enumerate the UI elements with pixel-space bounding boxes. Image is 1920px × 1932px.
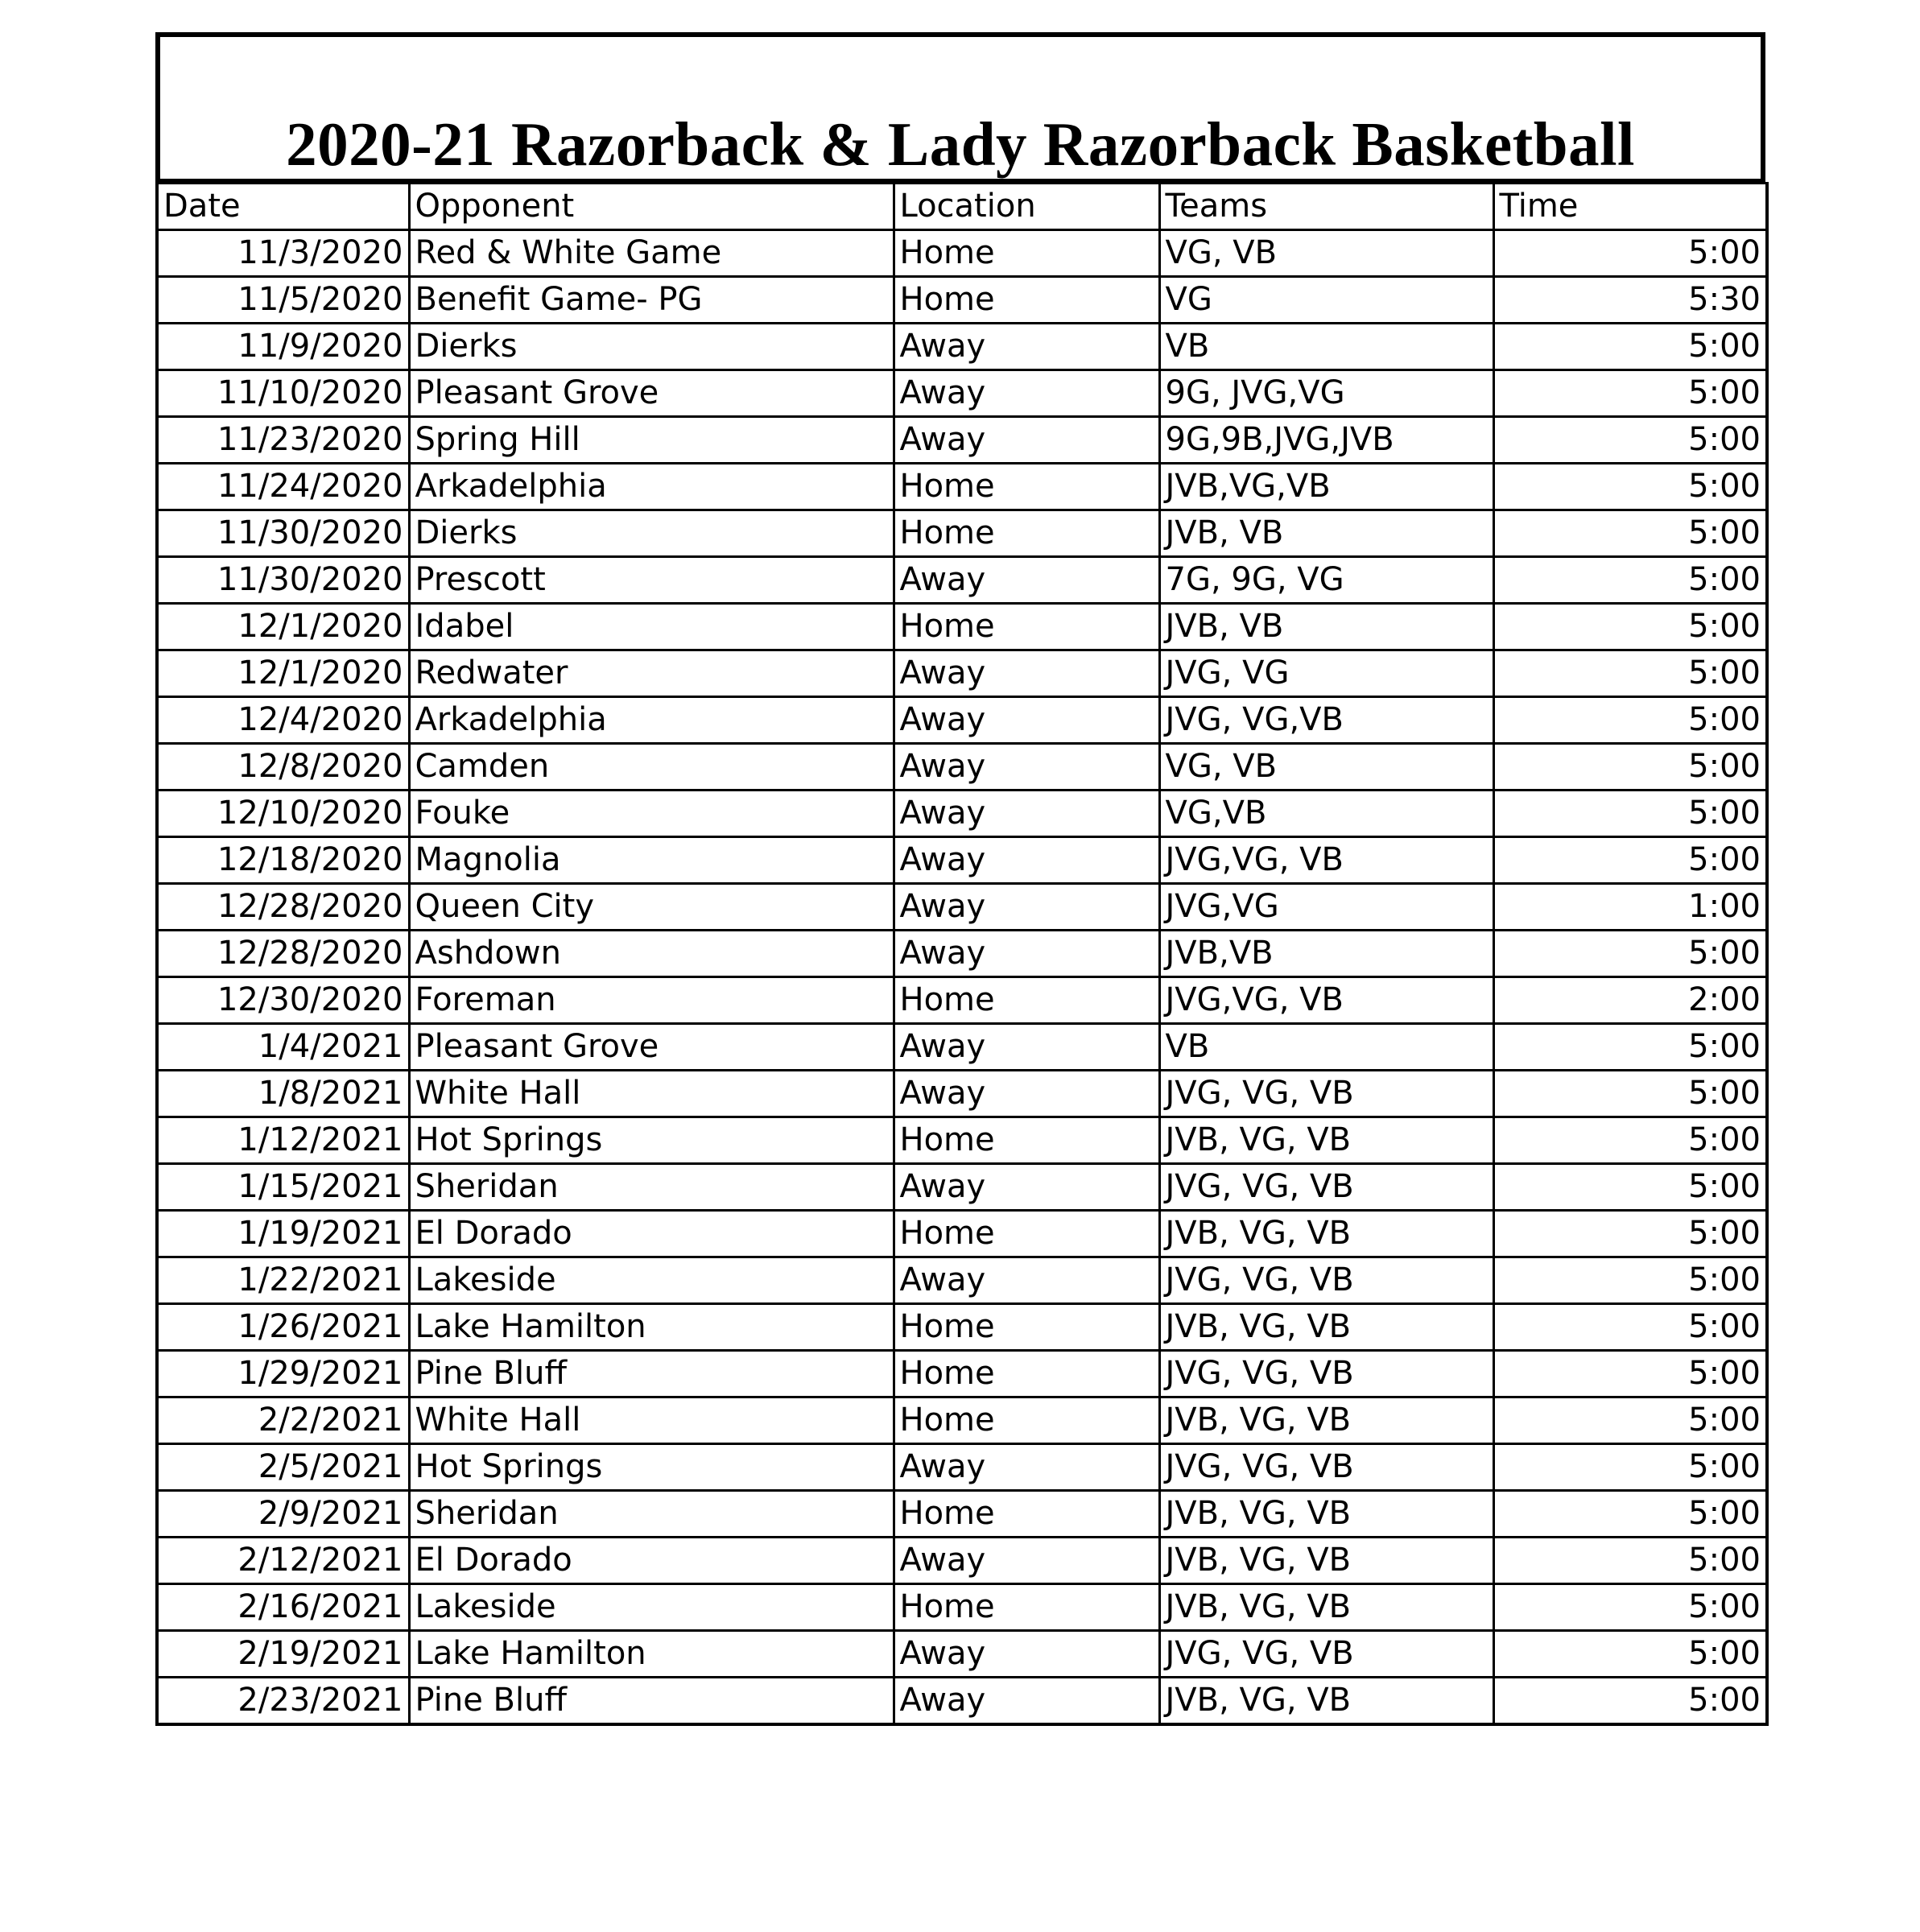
header-teams: Teams	[1159, 184, 1493, 230]
schedule-body	[157, 230, 1767, 1725]
table-row	[157, 1257, 1767, 1304]
cell-teams: JVB, VG, VB	[1159, 1117, 1493, 1164]
table-row	[157, 884, 1767, 931]
cell-location: Home	[894, 1491, 1159, 1538]
cell-date: 2/23/2021	[157, 1678, 409, 1725]
cell-teams: JVG, VG, VB	[1159, 1071, 1493, 1117]
cell-teams: JVG,VG, VB	[1159, 837, 1493, 884]
table-row	[157, 1491, 1767, 1538]
cell-opponent: Fouke	[409, 791, 894, 837]
cell-teams: VG, VB	[1159, 230, 1493, 277]
cell-opponent: Lakeside	[409, 1257, 894, 1304]
cell-date: 12/28/2020	[157, 931, 409, 977]
cell-opponent: Dierks	[409, 510, 894, 557]
cell-date: 12/10/2020	[157, 791, 409, 837]
table-row	[157, 1397, 1767, 1444]
cell-opponent: Foreman	[409, 977, 894, 1024]
table-row	[157, 1631, 1767, 1678]
cell-teams: JVG,VG, VB	[1159, 977, 1493, 1024]
cell-opponent: Sheridan	[409, 1164, 894, 1211]
cell-opponent: Pine Bluff	[409, 1351, 894, 1397]
cell-teams: JVB, VG, VB	[1159, 1397, 1493, 1444]
cell-time: 5:00	[1493, 791, 1767, 837]
cell-location: Home	[894, 230, 1159, 277]
cell-location: Away	[894, 884, 1159, 931]
cell-time: 5:00	[1493, 1631, 1767, 1678]
header-row	[157, 184, 1767, 230]
title-box	[155, 32, 1765, 182]
table-row	[157, 324, 1767, 370]
cell-date: 11/23/2020	[157, 417, 409, 464]
cell-teams: JVB,VB	[1159, 931, 1493, 977]
cell-location: Away	[894, 557, 1159, 604]
cell-opponent: Queen City	[409, 884, 894, 931]
cell-location: Away	[894, 1257, 1159, 1304]
table-row	[157, 370, 1767, 417]
cell-time: 5:00	[1493, 370, 1767, 417]
cell-teams: JVG, VG, VB	[1159, 1351, 1493, 1397]
cell-teams: VG,VB	[1159, 791, 1493, 837]
cell-date: 11/30/2020	[157, 510, 409, 557]
cell-opponent: Sheridan	[409, 1491, 894, 1538]
cell-date: 12/30/2020	[157, 977, 409, 1024]
table-row	[157, 557, 1767, 604]
cell-location: Away	[894, 1631, 1159, 1678]
cell-time: 5:00	[1493, 1351, 1767, 1397]
cell-opponent: Pleasant Grove	[409, 1024, 894, 1071]
table-row	[157, 744, 1767, 791]
cell-location: Home	[894, 1351, 1159, 1397]
cell-location: Away	[894, 417, 1159, 464]
cell-teams: JVG, VG, VB	[1159, 1257, 1493, 1304]
cell-date: 1/4/2021	[157, 1024, 409, 1071]
cell-time: 5:00	[1493, 697, 1767, 744]
cell-date: 2/9/2021	[157, 1491, 409, 1538]
cell-date: 2/12/2021	[157, 1538, 409, 1584]
cell-opponent: El Dorado	[409, 1211, 894, 1257]
cell-teams: JVG, VG,VB	[1159, 697, 1493, 744]
cell-time: 5:00	[1493, 1304, 1767, 1351]
cell-location: Away	[894, 650, 1159, 697]
cell-location: Home	[894, 1211, 1159, 1257]
cell-teams: JVB, VB	[1159, 510, 1493, 557]
cell-opponent: Lakeside	[409, 1584, 894, 1631]
cell-opponent: Redwater	[409, 650, 894, 697]
cell-date: 1/8/2021	[157, 1071, 409, 1117]
cell-time: 5:00	[1493, 1397, 1767, 1444]
cell-date: 1/29/2021	[157, 1351, 409, 1397]
cell-opponent: Ashdown	[409, 931, 894, 977]
cell-teams: JVG, VG, VB	[1159, 1444, 1493, 1491]
cell-teams: JVB, VG, VB	[1159, 1584, 1493, 1631]
cell-time: 5:00	[1493, 1491, 1767, 1538]
cell-location: Home	[894, 464, 1159, 510]
cell-location: Away	[894, 1164, 1159, 1211]
cell-time: 5:00	[1493, 1257, 1767, 1304]
cell-location: Away	[894, 1538, 1159, 1584]
schedule-sheet	[155, 32, 1765, 1726]
cell-date: 2/5/2021	[157, 1444, 409, 1491]
cell-time: 5:00	[1493, 1071, 1767, 1117]
cell-time: 5:00	[1493, 1444, 1767, 1491]
cell-location: Away	[894, 791, 1159, 837]
cell-date: 12/8/2020	[157, 744, 409, 791]
cell-location: Home	[894, 277, 1159, 324]
cell-location: Away	[894, 931, 1159, 977]
table-row	[157, 1164, 1767, 1211]
cell-date: 11/5/2020	[157, 277, 409, 324]
table-row	[157, 931, 1767, 977]
cell-time: 5:00	[1493, 1164, 1767, 1211]
cell-date: 2/16/2021	[157, 1584, 409, 1631]
cell-time: 5:00	[1493, 510, 1767, 557]
cell-location: Away	[894, 837, 1159, 884]
table-row	[157, 977, 1767, 1024]
header-date: Date	[157, 184, 409, 230]
cell-date: 12/1/2020	[157, 604, 409, 650]
cell-location: Away	[894, 744, 1159, 791]
cell-opponent: Prescott	[409, 557, 894, 604]
cell-opponent: Camden	[409, 744, 894, 791]
cell-location: Home	[894, 1304, 1159, 1351]
cell-teams: JVG, VG, VB	[1159, 1164, 1493, 1211]
cell-location: Home	[894, 510, 1159, 557]
cell-time: 5:30	[1493, 277, 1767, 324]
cell-date: 12/1/2020	[157, 650, 409, 697]
cell-teams: JVG, VG, VB	[1159, 1631, 1493, 1678]
cell-time: 5:00	[1493, 604, 1767, 650]
cell-teams: VG	[1159, 277, 1493, 324]
cell-opponent: Arkadelphia	[409, 464, 894, 510]
header-time: Time	[1493, 184, 1767, 230]
cell-time: 5:00	[1493, 650, 1767, 697]
cell-location: Home	[894, 1584, 1159, 1631]
cell-location: Away	[894, 697, 1159, 744]
cell-teams: VB	[1159, 324, 1493, 370]
cell-date: 12/4/2020	[157, 697, 409, 744]
cell-time: 5:00	[1493, 464, 1767, 510]
cell-time: 5:00	[1493, 1678, 1767, 1725]
cell-opponent: Pine Bluff	[409, 1678, 894, 1725]
table-row	[157, 650, 1767, 697]
header-location: Location	[894, 184, 1159, 230]
cell-teams: JVB, VG, VB	[1159, 1491, 1493, 1538]
table-row	[157, 1211, 1767, 1257]
cell-time: 5:00	[1493, 557, 1767, 604]
cell-opponent: Hot Springs	[409, 1444, 894, 1491]
cell-date: 11/10/2020	[157, 370, 409, 417]
cell-teams: 9G, JVG,VG	[1159, 370, 1493, 417]
cell-date: 1/26/2021	[157, 1304, 409, 1351]
cell-opponent: Dierks	[409, 324, 894, 370]
table-row	[157, 1538, 1767, 1584]
cell-time: 5:00	[1493, 931, 1767, 977]
table-row	[157, 1071, 1767, 1117]
cell-opponent: Lake Hamilton	[409, 1304, 894, 1351]
table-row	[157, 1351, 1767, 1397]
cell-date: 1/15/2021	[157, 1164, 409, 1211]
cell-location: Away	[894, 1678, 1159, 1725]
cell-teams: JVB, VB	[1159, 604, 1493, 650]
cell-location: Away	[894, 1024, 1159, 1071]
table-row	[157, 510, 1767, 557]
cell-time: 5:00	[1493, 1211, 1767, 1257]
table-row	[157, 1024, 1767, 1071]
table-row	[157, 1678, 1767, 1725]
cell-opponent: Red & White Game	[409, 230, 894, 277]
cell-time: 5:00	[1493, 744, 1767, 791]
cell-date: 11/9/2020	[157, 324, 409, 370]
cell-opponent: White Hall	[409, 1397, 894, 1444]
cell-time: 5:00	[1493, 1024, 1767, 1071]
cell-date: 11/30/2020	[157, 557, 409, 604]
cell-teams: JVG,VG	[1159, 884, 1493, 931]
table-row	[157, 230, 1767, 277]
table-row	[157, 1304, 1767, 1351]
cell-location: Away	[894, 370, 1159, 417]
cell-time: 5:00	[1493, 1117, 1767, 1164]
cell-date: 1/12/2021	[157, 1117, 409, 1164]
cell-location: Home	[894, 1397, 1159, 1444]
cell-location: Away	[894, 1071, 1159, 1117]
cell-date: 1/22/2021	[157, 1257, 409, 1304]
cell-opponent: Magnolia	[409, 837, 894, 884]
cell-time: 5:00	[1493, 230, 1767, 277]
cell-location: Away	[894, 324, 1159, 370]
cell-opponent: El Dorado	[409, 1538, 894, 1584]
cell-time: 2:00	[1493, 977, 1767, 1024]
cell-date: 12/28/2020	[157, 884, 409, 931]
cell-teams: 7G, 9G, VG	[1159, 557, 1493, 604]
cell-opponent: Benefit Game- PG	[409, 277, 894, 324]
cell-teams: JVB, VG, VB	[1159, 1211, 1493, 1257]
cell-location: Home	[894, 977, 1159, 1024]
cell-teams: JVB, VG, VB	[1159, 1678, 1493, 1725]
cell-date: 11/3/2020	[157, 230, 409, 277]
cell-time: 5:00	[1493, 324, 1767, 370]
cell-opponent: Lake Hamilton	[409, 1631, 894, 1678]
cell-teams: JVB, VG, VB	[1159, 1538, 1493, 1584]
cell-time: 5:00	[1493, 417, 1767, 464]
cell-date: 1/19/2021	[157, 1211, 409, 1257]
cell-teams: 9G,9B,JVG,JVB	[1159, 417, 1493, 464]
cell-opponent: Pleasant Grove	[409, 370, 894, 417]
cell-teams: JVG, VG	[1159, 650, 1493, 697]
cell-opponent: Spring Hill	[409, 417, 894, 464]
cell-opponent: Arkadelphia	[409, 697, 894, 744]
cell-location: Home	[894, 1117, 1159, 1164]
table-row	[157, 464, 1767, 510]
cell-location: Away	[894, 1444, 1159, 1491]
cell-date: 2/2/2021	[157, 1397, 409, 1444]
cell-time: 5:00	[1493, 1584, 1767, 1631]
cell-teams: VB	[1159, 1024, 1493, 1071]
cell-opponent: Idabel	[409, 604, 894, 650]
table-row	[157, 1584, 1767, 1631]
cell-date: 11/24/2020	[157, 464, 409, 510]
header-opponent: Opponent	[409, 184, 894, 230]
cell-time: 5:00	[1493, 1538, 1767, 1584]
table-row	[157, 791, 1767, 837]
table-row	[157, 697, 1767, 744]
table-row	[157, 1444, 1767, 1491]
table-row	[157, 1117, 1767, 1164]
cell-opponent: Hot Springs	[409, 1117, 894, 1164]
cell-date: 2/19/2021	[157, 1631, 409, 1678]
cell-teams: JVB, VG, VB	[1159, 1304, 1493, 1351]
table-row	[157, 417, 1767, 464]
cell-opponent: White Hall	[409, 1071, 894, 1117]
schedule-table	[155, 182, 1769, 1726]
cell-location: Home	[894, 604, 1159, 650]
cell-teams: VG, VB	[1159, 744, 1493, 791]
table-row	[157, 277, 1767, 324]
cell-time: 1:00	[1493, 884, 1767, 931]
cell-teams: JVB,VG,VB	[1159, 464, 1493, 510]
cell-time: 5:00	[1493, 837, 1767, 884]
page-title: 2020-21 Razorback & Lady Razorback Basketball	[286, 109, 1635, 179]
table-row	[157, 837, 1767, 884]
table-row	[157, 604, 1767, 650]
cell-date: 12/18/2020	[157, 837, 409, 884]
